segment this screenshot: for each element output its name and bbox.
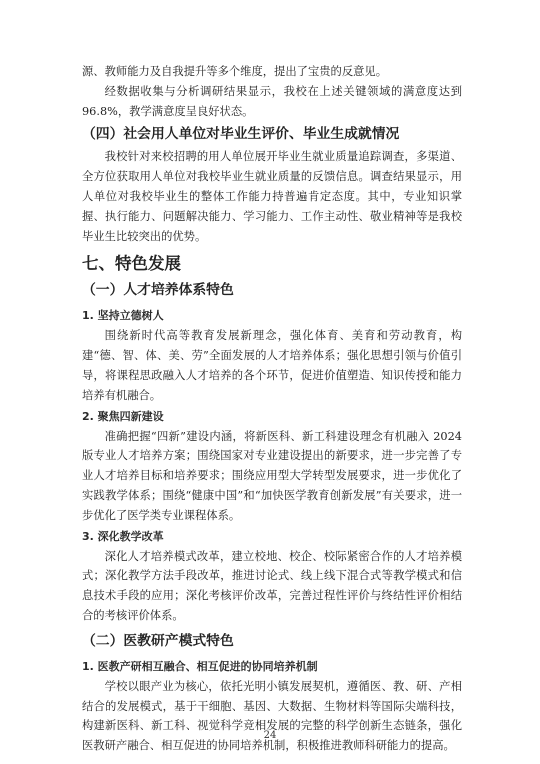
- paragraph-collaborative-mechanism: 学校以眼产业为核心，依托光明小镇发展契机，遵循医、教、研、产相结合的发展模式，基于干细胞、基因、大数据、生物材料等国际尖端科技，构建新医科、新工科、视觉科学竞相发展的完整的科学创新生态链条，强化医教研产融合、相互促进的协同培养机制，积极推进教师科研能力的提高。: [82, 679, 462, 753]
- subheading-four-new-construction: 2. 聚焦四新建设: [82, 409, 164, 423]
- subheading-moral-education: 1. 坚持立德树人: [82, 309, 164, 323]
- heading-employer-evaluation: （四）社会用人单位对毕业生评价、毕业生成就情况: [82, 126, 400, 143]
- paragraph-moral-education: 围绕新时代高等教育发展新理念，强化体育、美育和劳动教育，构建“德、智、体、美、劳”全面发展的人才培养体系；强化思想引领与价值引导，将课程思政融入人才培养的各个环节，促进价值塑造、知识传授和能力培养有机融合。: [82, 329, 462, 402]
- heading-featured-development: 七、特色发展: [82, 254, 181, 274]
- paragraph-satisfaction-result: 经数据收集与分析调研结果显示，我校在上述关键领域的满意度达到 96.8%，教学满意度呈良好状态。: [82, 84, 462, 118]
- paragraph-feedback-continued: 源、教师能力及自我提升等多个维度，提出了宝贵的反意见。: [82, 65, 388, 78]
- heading-medical-education-model: （二）医教研产模式特色: [82, 632, 234, 649]
- paragraph-four-new-construction: 准确把握“四新”建设内涵，将新医科、新工科建设理念有机融入 2024 版专业人才培养方案；围绕国家对专业建设提出的新要求，进一步完善了专业人才培养目标和培养要求；围绕应用型大学转型发展要求，进一步优化了实践教学体系；围绕“健康中国”和“加快医学教育创新发展”有关要求，进一步优化了医学类专业课程体系。: [82, 429, 462, 522]
- subheading-teaching-reform: 3. 深化教学改革: [82, 529, 164, 543]
- subheading-collaborative-mechanism: 1. 医教产研相互融合、相互促进的协同培养机制: [82, 659, 318, 673]
- heading-talent-training-features: （一）人才培养体系特色: [82, 282, 234, 299]
- page-content: [82, 62, 462, 756]
- paragraph-teaching-reform: 深化人才培养模式改革，建立校地、校企、校际紧密合作的人才培养模式；深化教学方法手段改革，推进讨论式、线上线下混合式等教学模式和信息技术手段的应用；深化考核评价改革，完善过程性评价与终结性评价相结合的考核评价体系。: [82, 549, 462, 622]
- page-number: 24: [263, 730, 277, 741]
- paragraph-employer-evaluation: 我校针对来校招聘的用人单位展开毕业生就业质量追踪调查，多渠道、全方位获取用人单位对我校毕业生就业质量的反馈信息。调查结果显示，用人单位对我校毕业生的整体工作能力持普遍肯定态度。其中，专业知识掌握、执行能力、问题解决能力、学习能力、工作主动性、敬业精神等是我校毕业生比较突出的优势。: [82, 150, 462, 243]
